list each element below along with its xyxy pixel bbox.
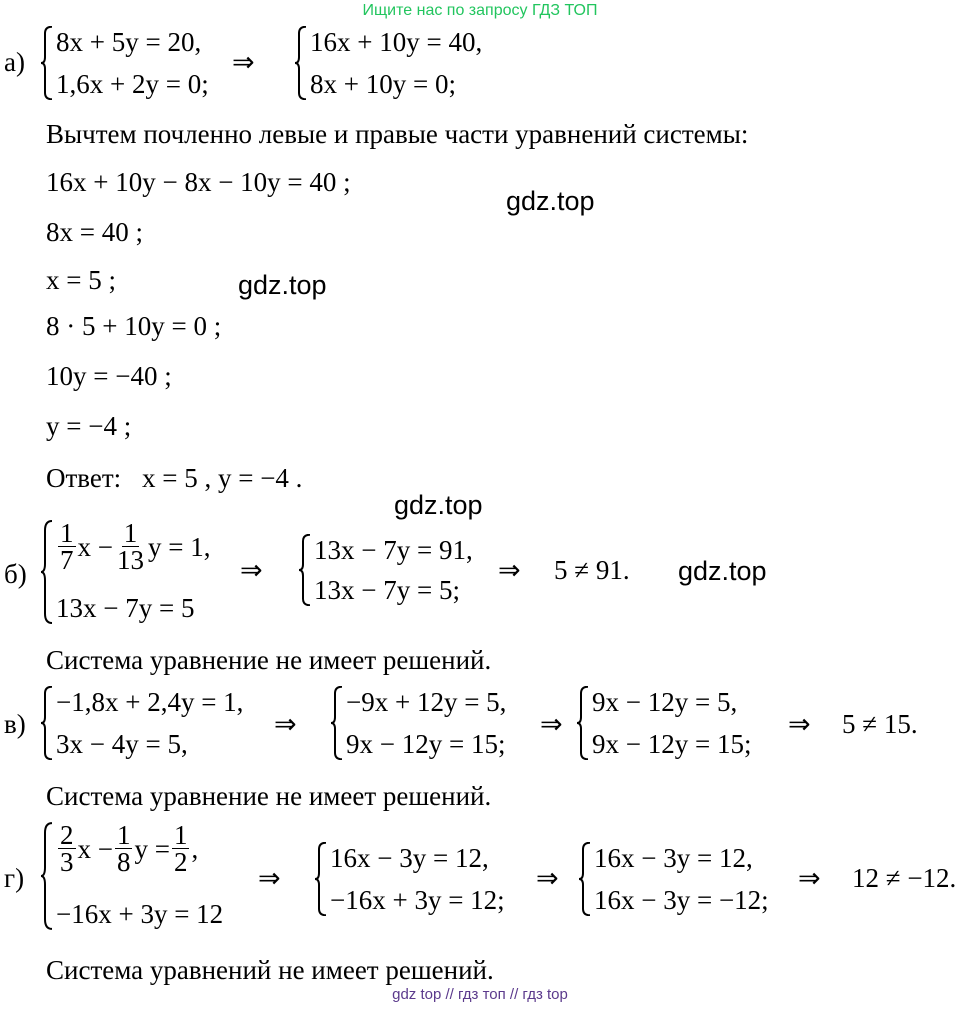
equation: 3x − 4y = 5,: [56, 729, 188, 759]
part-g-system-1: [40, 822, 223, 930]
answer-value: x = 5 , y = −4 .: [142, 463, 303, 493]
numerator: 1: [116, 820, 131, 850]
part-b-system-1: [40, 520, 210, 624]
implies-arrow: ⇒: [232, 47, 255, 77]
equation: −16x + 3y = 12;: [330, 885, 505, 915]
fraction: [172, 822, 190, 875]
implies-arrow: ⇒: [240, 555, 263, 585]
brace-icon: [40, 686, 54, 760]
step-5: 10y = −40 ;: [46, 361, 172, 391]
term: x −: [77, 531, 113, 562]
equation: 16x − 3y = 12,: [594, 843, 753, 873]
brace-icon: [294, 26, 308, 100]
part-g-text: Система уравнений не имеет решений.: [46, 955, 494, 985]
numerator: 1: [173, 820, 188, 850]
top-banner: Ищите нас по запросу ГДЗ ТОП: [362, 2, 598, 19]
fraction: [115, 520, 146, 573]
answer-label: Ответ:: [46, 463, 122, 493]
part-a-text: Вычтем почленно левые и правые части уравнений системы:: [46, 119, 749, 149]
implies-arrow: ⇒: [258, 863, 281, 893]
part-a-system-2: [294, 26, 482, 100]
term: y = 1,: [147, 531, 211, 562]
step-4: 8 · 5 + 10y = 0 ;: [46, 311, 222, 341]
brace-icon: [40, 520, 54, 624]
part-b-text: Система уравнение не имеет решений.: [46, 645, 492, 675]
term: x −: [77, 833, 113, 864]
equation: 16x − 3y = 12,: [330, 843, 489, 873]
part-a-system-1: [40, 26, 209, 100]
part-v-system-2: [330, 686, 506, 760]
step-2: 8x = 40 ;: [46, 217, 143, 247]
fraction: [58, 822, 76, 875]
equation: 9x − 12y = 5,: [592, 687, 738, 717]
watermark: gdz.top: [678, 556, 767, 586]
term: y =: [134, 833, 170, 864]
part-b-result: 5 ≠ 91.: [554, 555, 630, 585]
watermark: gdz.top: [394, 490, 483, 520]
part-b-label: б): [4, 559, 27, 589]
part-v-system-3: [576, 686, 751, 760]
step-6: y = −4 ;: [46, 411, 132, 441]
part-a-label: а): [4, 47, 25, 77]
equation: 16x − 3y = −12;: [594, 885, 769, 915]
denominator: 13: [116, 545, 144, 575]
fraction: [58, 520, 76, 573]
equation: 9x − 12y = 15;: [346, 729, 506, 759]
watermark: gdz.top: [506, 186, 595, 216]
part-b-system-2: [298, 534, 473, 606]
term: ,: [191, 833, 199, 864]
equation: 9x − 12y = 15;: [592, 729, 752, 759]
equation: 1,6x + 2y = 0;: [56, 69, 209, 99]
equation: 13x − 7y = 5;: [314, 575, 460, 605]
numerator: 1: [123, 518, 138, 548]
footer-links: gdz top // гдз топ // гдз top: [392, 986, 568, 1003]
equation: 13x − 7y = 91,: [314, 535, 473, 565]
denominator: 3: [60, 847, 74, 877]
brace-icon: [314, 842, 328, 916]
brace-icon: [578, 842, 592, 916]
part-g-result: 12 ≠ −12.: [852, 863, 957, 893]
fraction: [115, 822, 133, 875]
equation: 16x + 10y = 40,: [310, 27, 483, 57]
denominator: 7: [60, 545, 74, 575]
brace-icon: [298, 534, 312, 606]
implies-arrow: ⇒: [536, 863, 559, 893]
implies-arrow: ⇒: [498, 555, 521, 585]
equation: −16x + 3y = 12: [56, 899, 224, 929]
brace-icon: [40, 26, 54, 100]
equation: 8x + 10y = 0;: [310, 69, 456, 99]
implies-arrow: ⇒: [540, 709, 563, 739]
part-v-result: 5 ≠ 15.: [842, 709, 918, 739]
equation-with-fractions: [56, 822, 223, 875]
equation: 8x + 5y = 20,: [56, 27, 202, 57]
part-v-label: в): [4, 709, 26, 739]
watermark: gdz.top: [238, 270, 327, 300]
equation: −1,8x + 2,4y = 1,: [56, 687, 244, 717]
equation-with-fractions: [56, 520, 210, 573]
denominator: 2: [173, 847, 188, 877]
denominator: 8: [116, 847, 131, 877]
part-g-system-3: [578, 842, 769, 916]
numerator: 2: [60, 820, 74, 850]
numerator: 1: [60, 518, 74, 548]
brace-icon: [330, 686, 344, 760]
brace-icon: [576, 686, 590, 760]
step-1: 16x + 10y − 8x − 10y = 40 ;: [46, 167, 351, 197]
part-v-text: Система уравнение не имеет решений.: [46, 781, 492, 811]
part-v-system-1: [40, 686, 243, 760]
implies-arrow: ⇒: [788, 709, 811, 739]
part-g-system-2: [314, 842, 505, 916]
equation: −9x + 12y = 5,: [346, 687, 507, 717]
implies-arrow: ⇒: [274, 709, 297, 739]
equation: 13x − 7y = 5: [56, 593, 195, 623]
brace-icon: [40, 822, 54, 930]
step-3: x = 5 ;: [46, 265, 116, 295]
implies-arrow: ⇒: [798, 863, 821, 893]
part-g-label: г): [4, 863, 25, 893]
